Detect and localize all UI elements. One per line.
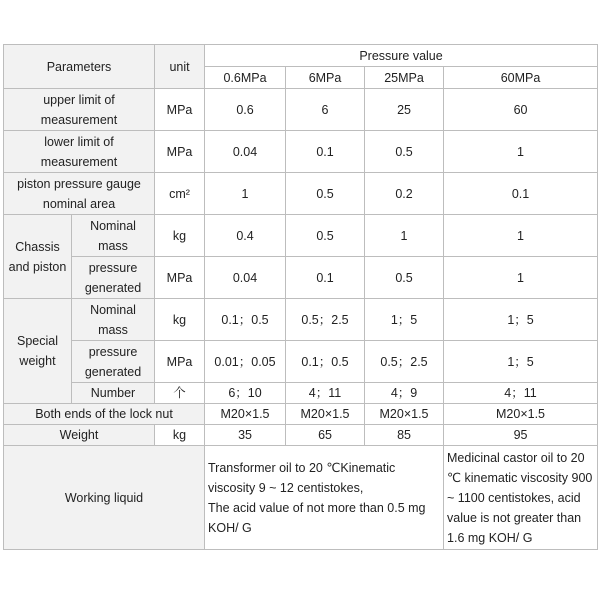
- row-label: lower limit of measurement: [4, 131, 155, 173]
- table-row: [4, 425, 598, 446]
- row-label: upper limit of measurement: [4, 89, 155, 131]
- table-row: [4, 446, 598, 550]
- value-cell: 0.1；0.5: [286, 341, 365, 383]
- table-row: [4, 89, 598, 131]
- unit-cell: MPa: [155, 257, 205, 299]
- group-label-special: Special weight: [4, 299, 72, 404]
- value-cell: 85: [365, 425, 444, 446]
- value-cell: 0.1: [286, 131, 365, 173]
- value-cell: 35: [205, 425, 286, 446]
- value-cell: 1: [444, 131, 598, 173]
- value-cell: 0.5: [365, 131, 444, 173]
- unit-cell: kg: [155, 425, 205, 446]
- value-cell: 4；9: [365, 383, 444, 404]
- value-cell: 0.1: [286, 257, 365, 299]
- row-label: Nominal mass: [72, 299, 155, 341]
- value-cell: 0.04: [205, 257, 286, 299]
- value-cell: 6: [286, 89, 365, 131]
- table-row: [4, 299, 598, 341]
- table-row: [4, 404, 598, 425]
- value-cell: M20×1.5: [365, 404, 444, 425]
- row-label: Weight: [4, 425, 155, 446]
- value-cell: 4；11: [444, 383, 598, 404]
- value-cell: 0.1: [444, 173, 598, 215]
- parameters-header: Parameters: [4, 45, 155, 89]
- value-cell: 6；10: [205, 383, 286, 404]
- value-cell: 0.6: [205, 89, 286, 131]
- pressure-header-0-6: 0.6MPa: [205, 67, 286, 89]
- value-cell: 60: [444, 89, 598, 131]
- row-label: Number: [72, 383, 155, 404]
- value-cell: 0.1；0.5: [205, 299, 286, 341]
- row-label: Both ends of the lock nut: [4, 404, 205, 425]
- value-cell: 25: [365, 89, 444, 131]
- row-label: pressure generated: [72, 341, 155, 383]
- pressure-header-6: 6MPa: [286, 67, 365, 89]
- unit-cell: MPa: [155, 131, 205, 173]
- value-cell: 0.5；2.5: [286, 299, 365, 341]
- value-cell: 4；11: [286, 383, 365, 404]
- unit-cell: MPa: [155, 89, 205, 131]
- value-cell: 0.01；0.05: [205, 341, 286, 383]
- unit-cell: 个: [155, 383, 205, 404]
- value-cell: 0.04: [205, 131, 286, 173]
- specifications-table: [3, 44, 598, 550]
- table-row: [4, 131, 598, 173]
- value-cell: 1；5: [444, 299, 598, 341]
- value-cell: 65: [286, 425, 365, 446]
- pressure-value-header: Pressure value: [205, 45, 598, 67]
- table-row: [4, 215, 598, 257]
- row-label: Nominal mass: [72, 215, 155, 257]
- liquid-description-high: Medicinal castor oil to 20 ℃ kinematic viscosity 900 ~ 1100 centistokes, acid value is not greater than 1.6 mg KOH/ G: [444, 446, 598, 550]
- unit-cell: MPa: [155, 341, 205, 383]
- value-cell: 1: [444, 215, 598, 257]
- pressure-header-60: 60MPa: [444, 67, 598, 89]
- table-row: [4, 341, 598, 383]
- value-cell: 0.5；2.5: [365, 341, 444, 383]
- value-cell: 0.5: [365, 257, 444, 299]
- value-cell: 95: [444, 425, 598, 446]
- unit-cell: cm²: [155, 173, 205, 215]
- liquid-description-low: Transformer oil to 20 ℃Kinematic viscosity 9 ~ 12 centistokes, The acid value of not more than 0.5 mg KOH/ G: [205, 446, 444, 550]
- table-row: [4, 383, 598, 404]
- row-label: pressure generated: [72, 257, 155, 299]
- value-cell: M20×1.5: [286, 404, 365, 425]
- unit-header: unit: [155, 45, 205, 89]
- table-row: [4, 257, 598, 299]
- value-cell: 1；5: [365, 299, 444, 341]
- value-cell: 1: [205, 173, 286, 215]
- row-label: Working liquid: [4, 446, 205, 550]
- value-cell: 1；5: [444, 341, 598, 383]
- value-cell: M20×1.5: [205, 404, 286, 425]
- value-cell: M20×1.5: [444, 404, 598, 425]
- value-cell: 0.5: [286, 173, 365, 215]
- row-label: piston pressure gauge nominal area: [4, 173, 155, 215]
- unit-cell: kg: [155, 215, 205, 257]
- value-cell: 1: [444, 257, 598, 299]
- value-cell: 0.2: [365, 173, 444, 215]
- unit-cell: kg: [155, 299, 205, 341]
- table-row: [4, 173, 598, 215]
- pressure-header-25: 25MPa: [365, 67, 444, 89]
- value-cell: 0.5: [286, 215, 365, 257]
- value-cell: 1: [365, 215, 444, 257]
- value-cell: 0.4: [205, 215, 286, 257]
- group-label-chassis: Chassis and piston: [4, 215, 72, 299]
